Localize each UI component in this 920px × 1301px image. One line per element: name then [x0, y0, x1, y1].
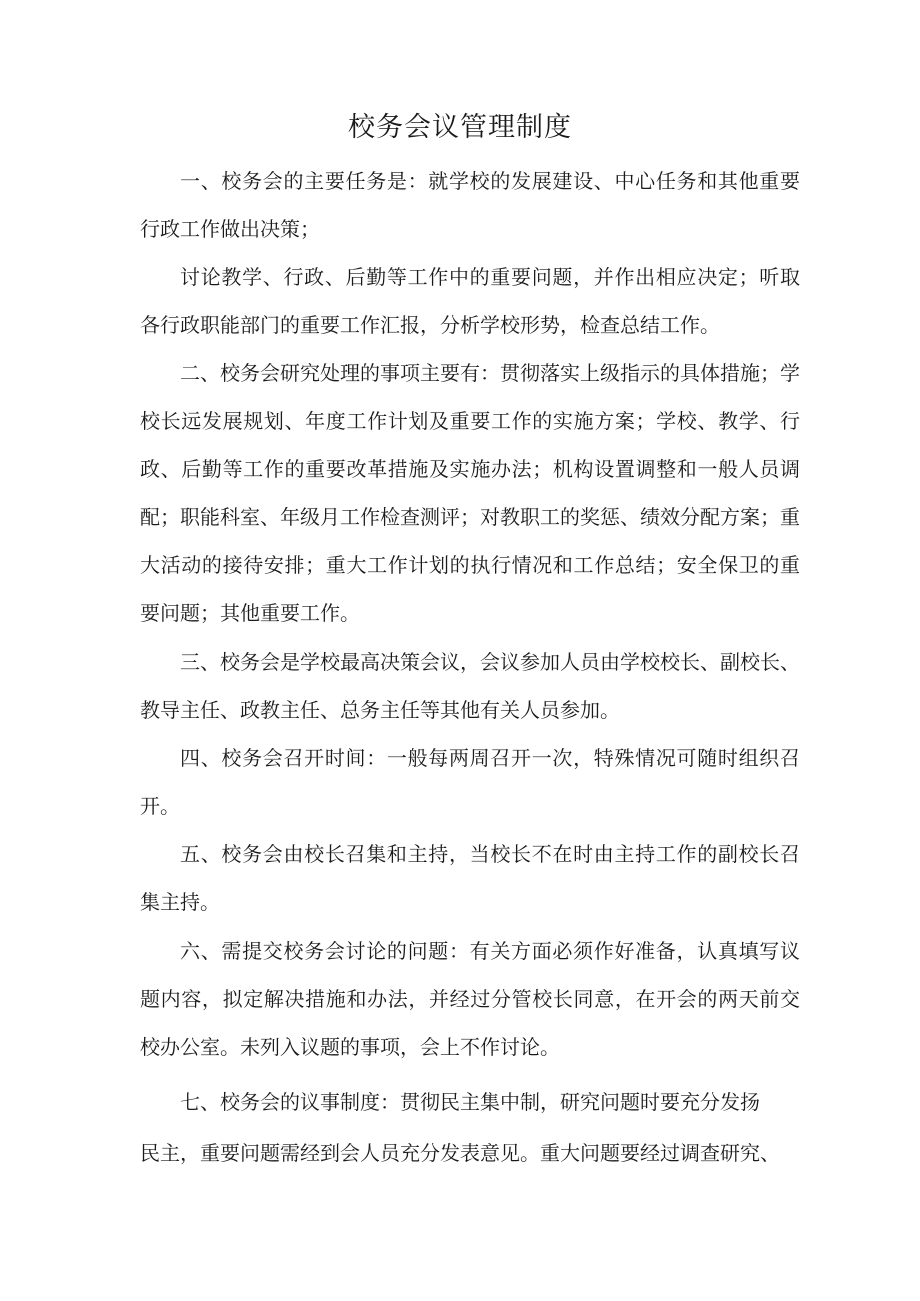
- paragraph-3-line-6: 要问题；其他重要工作。: [140, 601, 360, 625]
- paragraph-3-line-5: 大活动的接待安排；重大工作计划的执行情况和工作总结；安全保卫的重: [140, 553, 800, 577]
- paragraph-7-line-1: 六、需提交校务会讨论的问题：有关方面必须作好准备，认真填写议: [180, 939, 800, 963]
- paragraph-3-line-3: 政、后勤等工作的重要改革措施及实施办法；机构设置调整和一般人员调: [140, 457, 800, 481]
- paragraph-4-line-2: 教导主任、政教主任、总务主任等其他有关人员参加。: [140, 698, 620, 722]
- paragraph-1-line-2: 行政工作做出决策；: [140, 217, 320, 241]
- paragraph-1-line-1: 一、校务会的主要任务是：就学校的发展建设、中心任务和其他重要: [180, 169, 800, 193]
- paragraph-8-line-2: 民主，重要问题需经到会人员充分发表意见。重大问题要经过调查研究、: [140, 1141, 780, 1165]
- paragraph-5-line-1: 四、校务会召开时间：一般每两周召开一次，特殊情况可随时组织召: [180, 746, 800, 770]
- paragraph-5-line-2: 开。: [140, 794, 180, 818]
- paragraph-6-line-1: 五、校务会由校长召集和主持，当校长不在时由主持工作的副校长召: [180, 842, 800, 866]
- paragraph-3-line-4: 配；职能科室、年级月工作检查测评；对教职工的奖惩、绩效分配方案；重: [140, 505, 800, 529]
- document-title: 校务会议管理制度: [348, 112, 572, 143]
- paragraph-7-line-2: 题内容，拟定解决措施和办法，并经过分管校长同意，在开会的两天前交: [140, 987, 800, 1011]
- paragraph-8-line-1: 七、校务会的议事制度：贯彻民主集中制，研究问题时要充分发扬: [180, 1090, 760, 1114]
- paragraph-3-line-1: 二、校务会研究处理的事项主要有：贯彻落实上级指示的具体措施；学: [180, 361, 800, 385]
- paragraph-2-line-1: 讨论教学、行政、后勤等工作中的重要问题，并作出相应决定；听取: [180, 265, 800, 289]
- paragraph-6-line-2: 集主持。: [140, 890, 220, 914]
- paragraph-4-line-1: 三、校务会是学校最高决策会议，会议参加人员由学校校长、副校长、: [180, 650, 800, 674]
- paragraph-7-line-3: 校办公室。未列入议题的事项，会上不作讨论。: [140, 1035, 560, 1059]
- paragraph-2-line-2: 各行政职能部门的重要工作汇报，分析学校形势，检查总结工作。: [140, 313, 720, 337]
- paragraph-3-line-2: 校长远发展规划、年度工作计划及重要工作的实施方案；学校、教学、行: [140, 409, 800, 433]
